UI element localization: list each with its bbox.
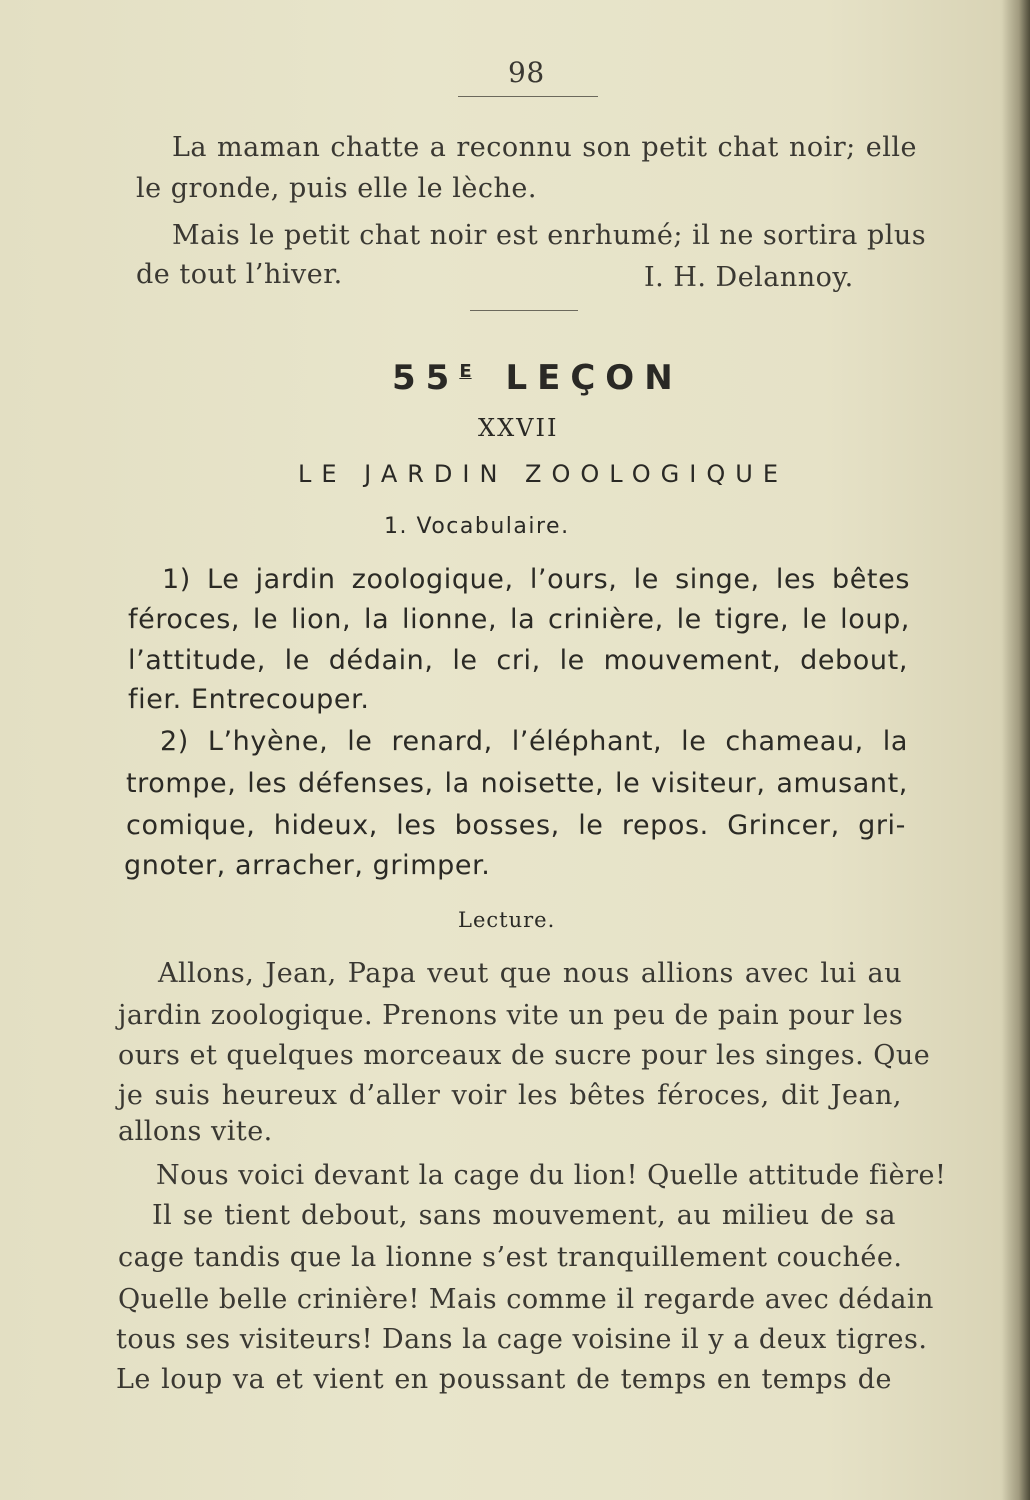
lecture-line: Allons, Jean, Papa veut que nous allions avec lui au	[158, 958, 902, 989]
lecture-line: Le loup va et vient en poussant de temps en temps de	[116, 1364, 892, 1395]
author-signature: I. H. Delannoy.	[644, 262, 854, 293]
lecture-line: Quelle belle crinière! Mais comme il regarde avec dédain	[118, 1284, 934, 1315]
lesson-word: LEÇON	[505, 358, 683, 398]
section-divider	[470, 310, 578, 311]
top-line-1: La maman chatte a reconnu son petit chat noir; elle	[172, 132, 917, 163]
lesson-chapter-title: LE JARDIN ZOOLOGIQUE	[298, 460, 788, 488]
page-number: 98	[508, 56, 545, 89]
vocabulary-line: l’attitude, le dédain, le cri, le mouvement, debout,	[128, 645, 908, 676]
page-number-rule	[458, 96, 598, 97]
top-line-2: le gronde, puis elle le lèche.	[136, 173, 537, 204]
lesson-roman-numeral: XXVII	[478, 414, 559, 442]
lecture-line: cage tandis que la lionne s’est tranquillement couchée.	[118, 1242, 903, 1273]
top-line-4: de tout l’hiver.	[136, 259, 343, 290]
vocabulary-line: 2) L’hyène, le renard, l’éléphant, le chameau, la	[160, 726, 908, 757]
top-line-3: Mais le petit chat noir est enrhumé; il ne sortira plus	[172, 220, 927, 251]
vocabulary-line: 1) Le jardin zoologique, l’ours, le singe, les bêtes	[162, 564, 910, 595]
lesson-number: 55	[392, 358, 460, 398]
lesson-number-suffix: E	[459, 361, 472, 382]
lecture-line: Nous voici devant la cage du lion! Quelle attitude fière!	[156, 1160, 947, 1191]
vocabulary-line: gnoter, arracher, grimper.	[124, 850, 491, 881]
vocabulary-line: trompe, les défenses, la noisette, le visiteur, amusant,	[126, 768, 908, 799]
lesson-title	[392, 358, 683, 398]
lecture-line: Il se tient debout, sans mouvement, au milieu de sa	[152, 1200, 896, 1231]
page-edge-shadow	[1002, 0, 1030, 1500]
lecture-heading: Lecture.	[458, 908, 556, 932]
vocabulary-line: comique, hideux, les bosses, le repos. Grincer, gri-	[126, 810, 906, 841]
lecture-line: ours et quelques morceaux de sucre pour les singes. Que	[118, 1040, 931, 1071]
lecture-line: je suis heureux d’aller voir les bêtes féroces, dit Jean,	[118, 1080, 902, 1111]
lecture-line: tous ses visiteurs! Dans la cage voisine il y a deux tigres.	[116, 1324, 928, 1355]
vocabulary-line: féroces, le lion, la lionne, la crinière, le tigre, le loup,	[128, 604, 910, 635]
lecture-line: allons vite.	[118, 1116, 273, 1147]
vocabulary-heading: 1. Vocabulaire.	[384, 514, 570, 539]
vocabulary-line: fier. Entrecouper.	[128, 684, 370, 715]
lecture-line: jardin zoologique. Prenons vite un peu de pain pour les	[118, 1000, 904, 1031]
